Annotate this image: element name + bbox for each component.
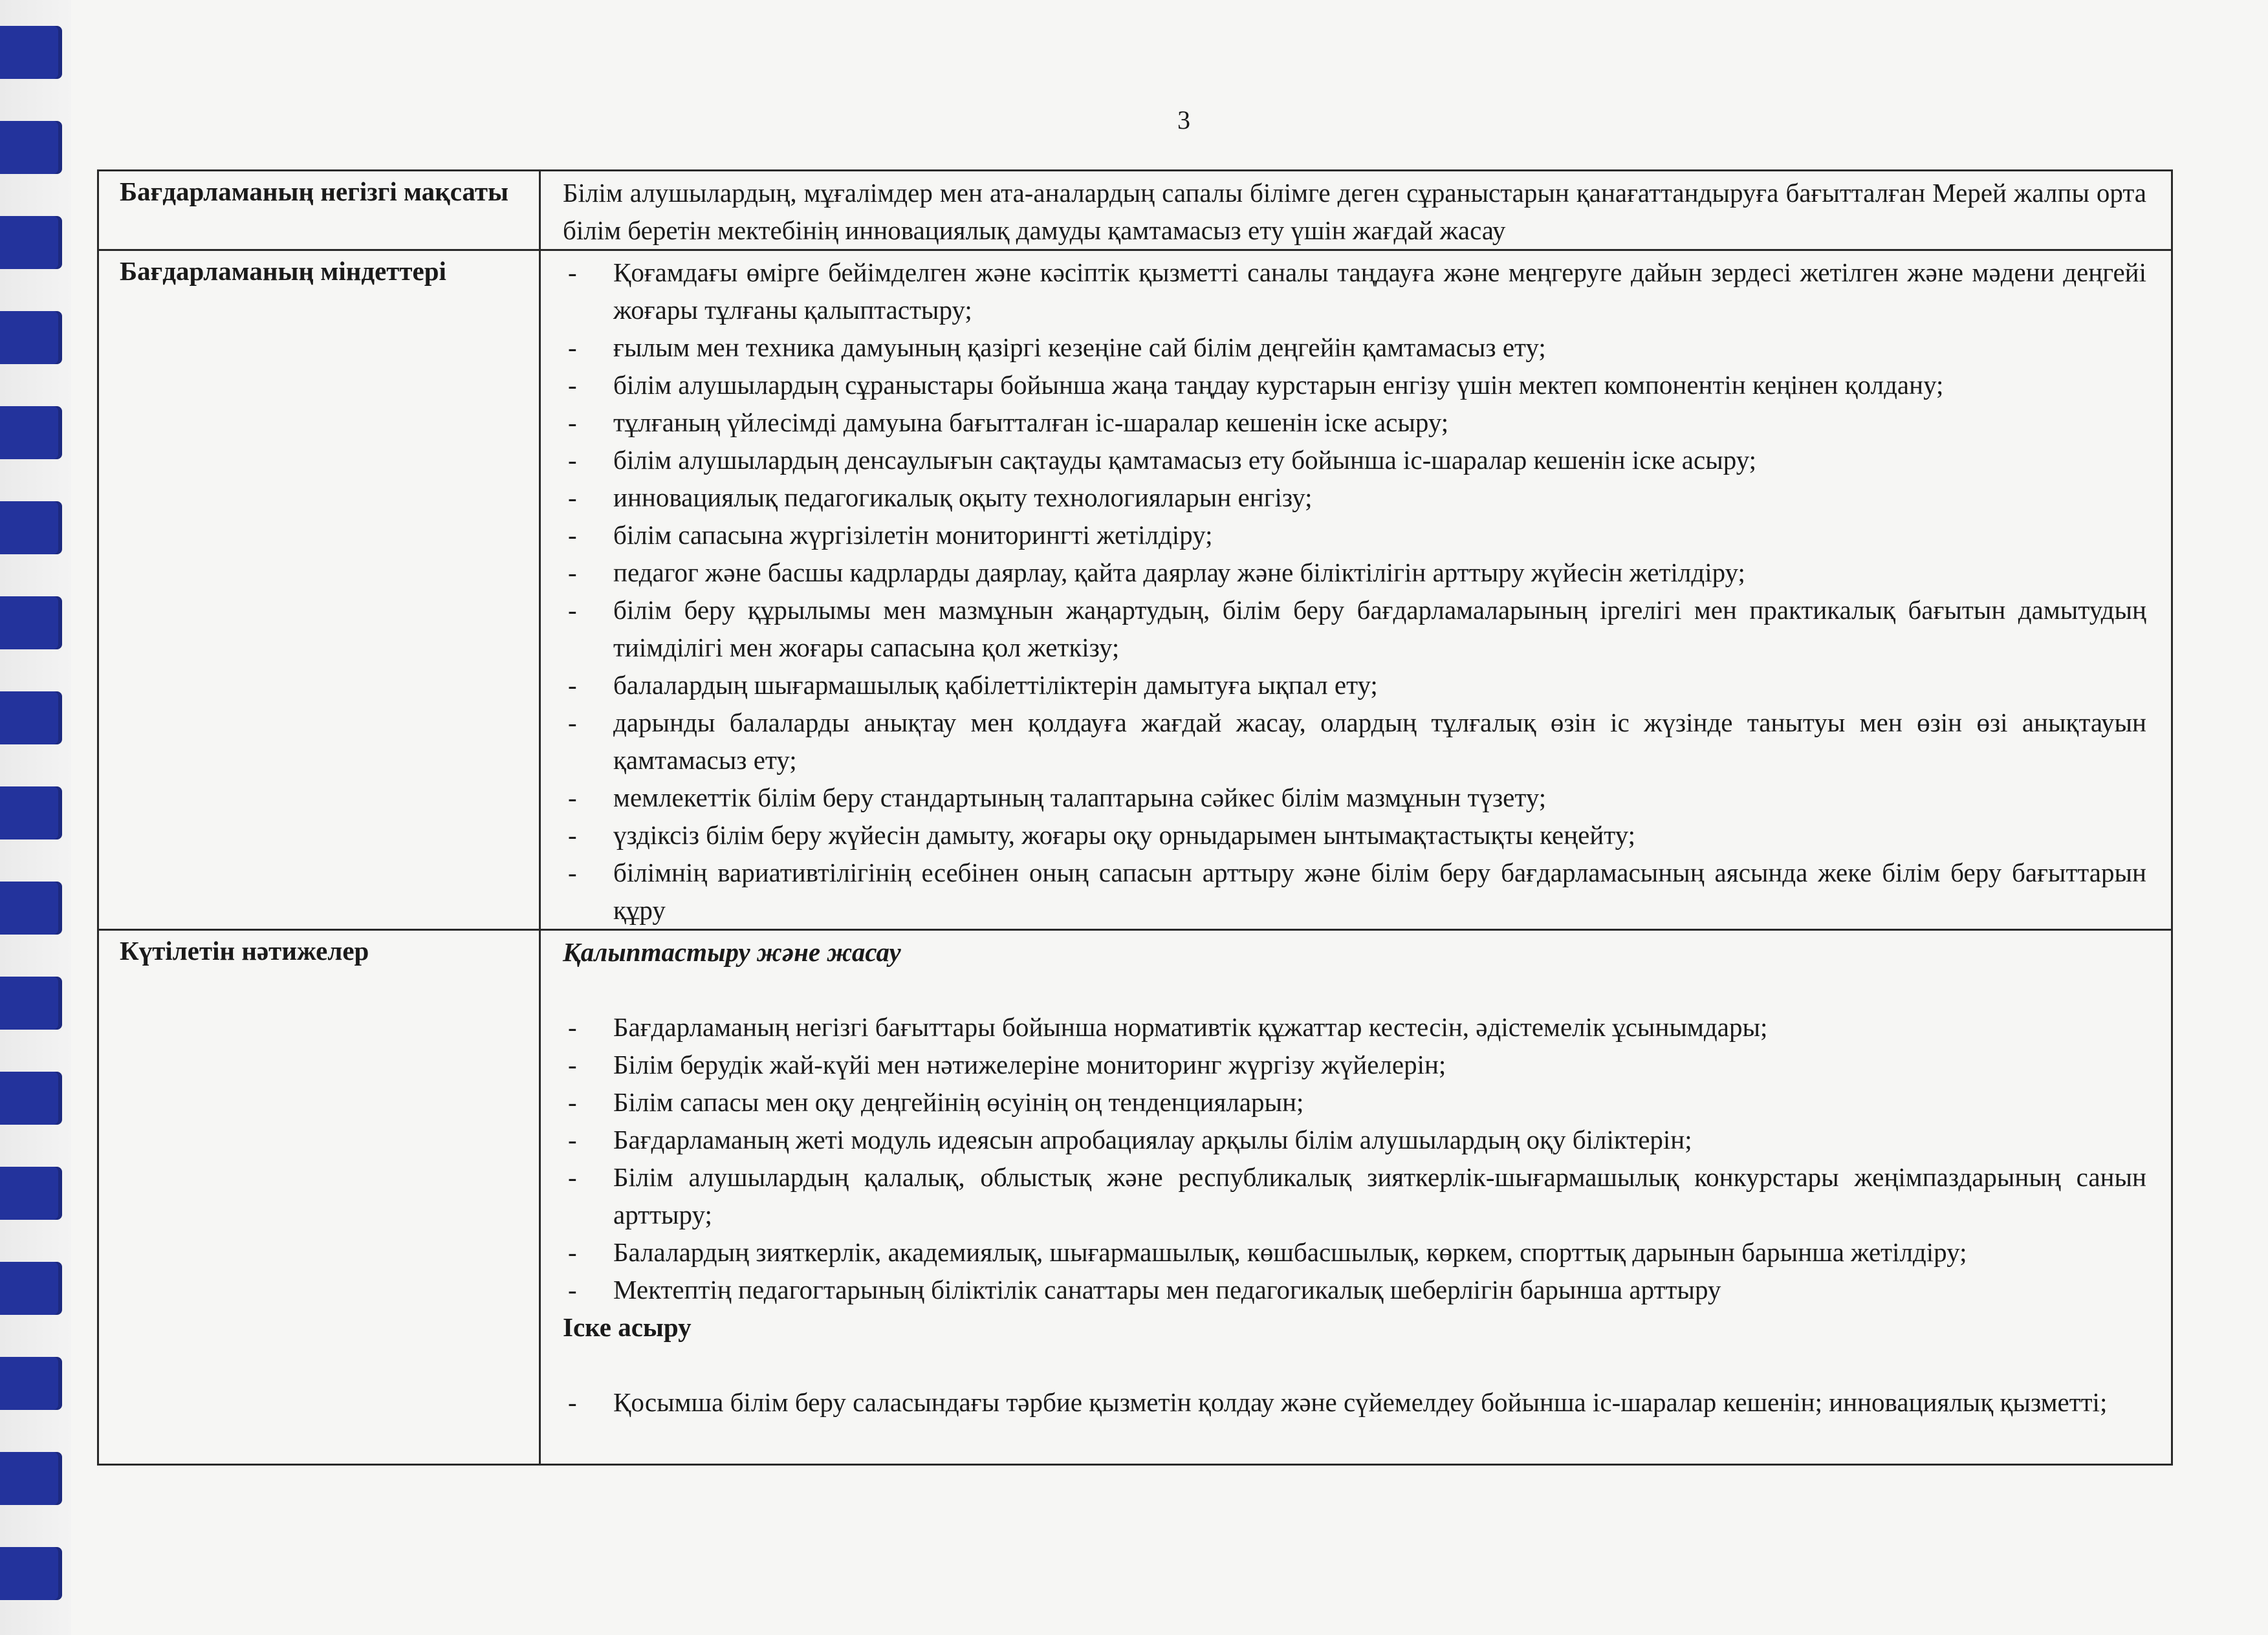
list-item: - білім сапасына жүргізілетін мониторингті жетілдіру; (563, 516, 2146, 554)
results-row (98, 930, 2172, 1465)
binding-tab (0, 786, 62, 839)
results-content (540, 930, 2172, 1465)
binding-tab (0, 1547, 62, 1600)
tasks-row (98, 250, 2172, 930)
list-item: - балалардың шығармашылық қабілеттіліктерін дамытуға ықпал ету; (563, 666, 2146, 704)
list-item: - Бағдарламаның жеті модуль идеясын апробациялау арқылы білім алушылардың оқу біліктерін; (563, 1121, 2146, 1158)
list-item: - Қосымша білім беру саласындағы тәрбие қызметін қолдау және сүйемелдеу бойынша іс-шаралар кешенін; инновациялық қызметті; (563, 1383, 2146, 1421)
goal-row (98, 171, 2172, 250)
binding-tab (0, 406, 62, 459)
program-table (97, 169, 2173, 1466)
results-list-2 (563, 1383, 2146, 1421)
binding-tab (0, 26, 62, 79)
list-item: - Мектептің педагогтарының біліктілік санаттары мен педагогикалық шеберлігін барынша арттыру (563, 1271, 2146, 1308)
binding-tab (0, 882, 62, 935)
list-item: - педагог және басшы кадрларды даярлау, қайта даярлау және біліктілігін арттыру жүйесін жетілдіру; (563, 554, 2146, 591)
binding-tab (0, 501, 62, 554)
list-item: - білімнің вариативтілігінің есебінен оның сапасын арттыру және білім беру бағдарламасының аясында жеке білім беру бағыттарын құру (563, 854, 2146, 929)
spacer (563, 1346, 2146, 1383)
binding-tab (0, 1167, 62, 1220)
tasks-label: Бағдарламаның міндеттері (98, 250, 540, 930)
list-item: - Балалардың зияткерлік, академиялық, шығармашылық, көшбасшылық, көркем, спорттық дарынын барынша жетілдіру; (563, 1233, 2146, 1271)
binding-tab (0, 1072, 62, 1125)
list-item: - дарынды балаларды анықтау мен қолдауға жағдай жасау, олардың тұлғалық өзін іс жүзінде танытуы мен өзін өзі анықтауын қамтамасыз ету; (563, 704, 2146, 779)
list-item: - инновациялық педагогикалық оқыту технологияларын енгізу; (563, 479, 2146, 516)
list-item: - Қоғамдағы өмірге бейімделген және кәсіптік қызметті саналы таңдауға және меңгеруге дайын зердесі жетілген және мәдени деңгейі жоғары тұлғаны қалыптастыру; (563, 254, 2146, 329)
binding-tab (0, 311, 62, 364)
list-item: - тұлғаның үйлесімді дамуына бағытталған іс-шаралар кешенін іске асыру; (563, 404, 2146, 441)
results-section2-title: Іске асыру (563, 1312, 692, 1342)
spiral-binding (0, 0, 71, 1635)
results-list-1 (563, 1008, 2146, 1308)
goal-content (540, 171, 2172, 250)
goal-text: Білім алушылардың, мұғалімдер мен ата-аналардың сапалы білімге деген сұраныстарын қанағаттандыруға бағытталған Мерей жалпы орта білім беретін мектебінің инновациялық дамуды қамтамасыз ету үшін жағдай жасау (563, 178, 2146, 245)
list-item: - білім беру құрылымы мен мазмұнын жаңартудың, білім беру бағдарламаларының іргелігі мен практикалық бағытын дамытудың тиімділігі мен жоғары сапасына қол жеткізу; (563, 591, 2146, 666)
binding-tab (0, 1262, 62, 1315)
binding-tab (0, 1357, 62, 1410)
list-item: - Білім алушылардың қалалық, облыстық және республикалық зияткерлік-шығармашылық конкурстары жеңімпаздарының санын арттыру; (563, 1158, 2146, 1233)
list-item: - Бағдарламаның негізгі бағыттары бойынша нормативтік құжаттар кестесін, әдістемелік ұсынымдары; (563, 1008, 2146, 1046)
list-item: - үздіксіз білім беру жүйесін дамыту, жоғары оқу орныдарымен ынтымақтастықты кеңейту; (563, 816, 2146, 854)
results-label: Күтілетін нәтижелер (98, 930, 540, 1465)
list-item: - Білім берудік жай-күйі мен нәтижелеріне мониторинг жүргізу жүйелерін; (563, 1046, 2146, 1083)
binding-tab (0, 691, 62, 744)
goal-label: Бағдарламаның негізгі мақсаты (98, 171, 540, 250)
list-item: - мемлекеттік білім беру стандартының талаптарына сәйкес білім мазмұнын түзету; (563, 779, 2146, 816)
binding-tab (0, 596, 62, 649)
list-item: - білім алушылардың сұраныстары бойынша жаңа таңдау курстарын енгізу үшін мектеп компонентін кеңінен қолдану; (563, 366, 2146, 404)
tasks-content (540, 250, 2172, 930)
binding-tab (0, 1452, 62, 1505)
binding-tab (0, 977, 62, 1030)
spacer (563, 971, 2146, 1008)
list-item: - Білім сапасы мен оқу деңгейінің өсуінің оң тенденцияларын; (563, 1083, 2146, 1121)
list-item: - ғылым мен техника дамуының қазіргі кезеңіне сай білім деңгейін қамтамасыз ету; (563, 329, 2146, 366)
tasks-list (563, 254, 2146, 929)
list-item: - білім алушылардың денсаулығын сақтауды қамтамасыз ету бойынша іс-шаралар кешенін іске асыру; (563, 441, 2146, 479)
page-number: 3 (1177, 105, 1190, 135)
binding-tab (0, 121, 62, 174)
binding-tab (0, 216, 62, 269)
results-section1-title: Қалыптастыру және жасау (563, 937, 901, 967)
